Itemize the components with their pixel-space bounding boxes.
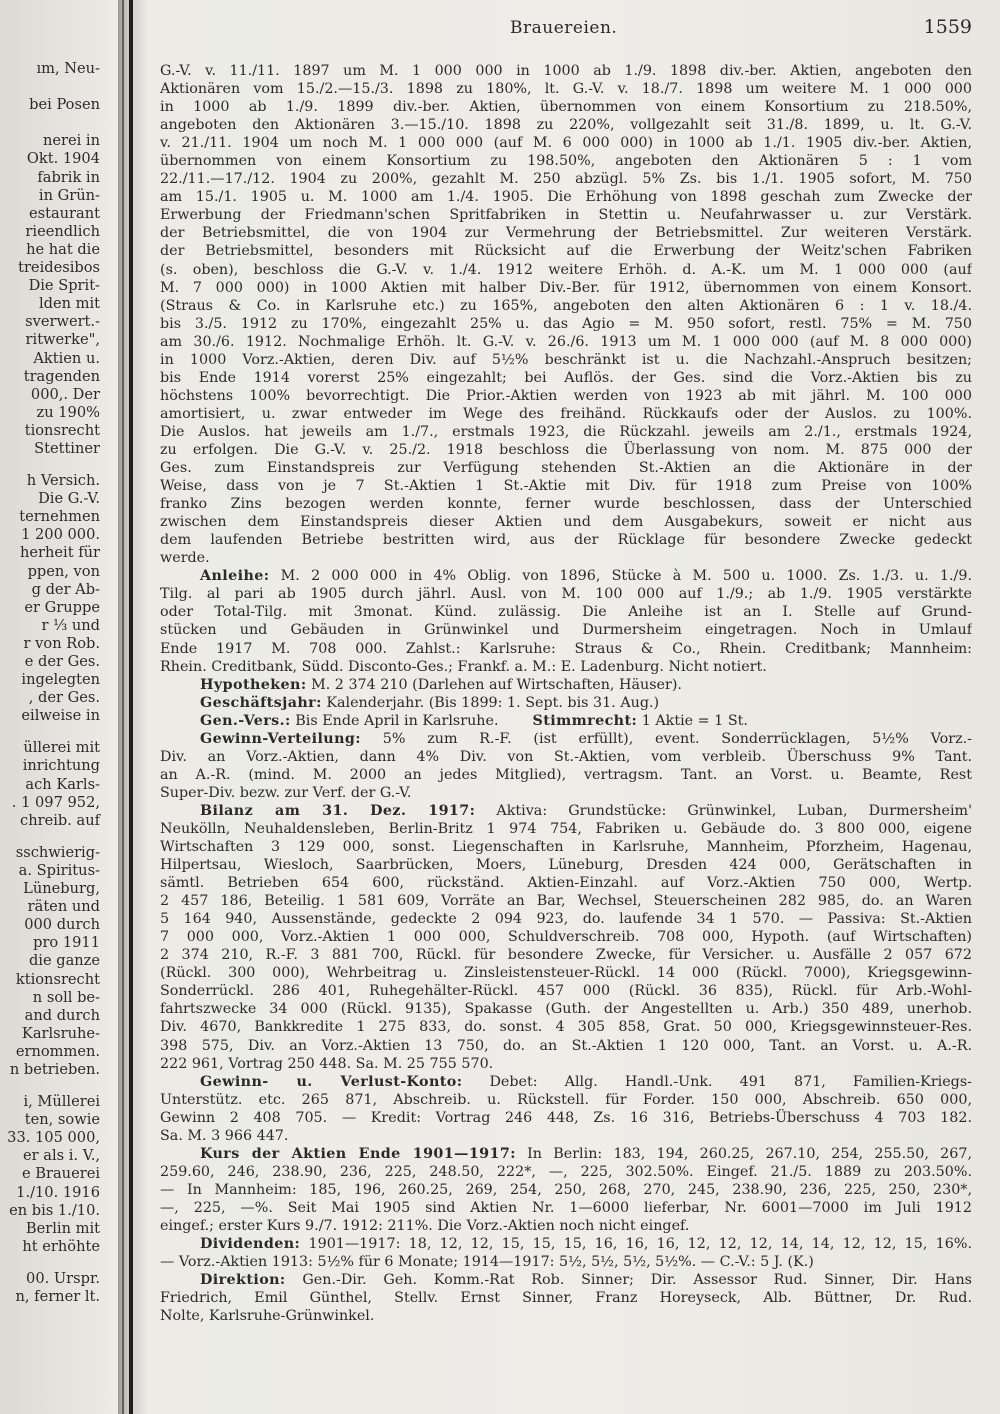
text-line: 5 164 940, Aussenstände, gedeckte 2 094 923, do. laufende 34 1 570. — Passiva: St.-Aktien xyxy=(160,911,972,928)
left-column-line: ternehmen xyxy=(19,508,100,526)
left-column-line: pro 1911 xyxy=(33,934,100,952)
left-column-line: eilweise in xyxy=(21,707,100,725)
left-column-line: g der Ab- xyxy=(31,580,100,598)
text-line: Friedrich, Emil Günthel, Stellv. Ernst Sinner, Franz Horeyseck, Alb. Büttner, Dr. Rud. xyxy=(160,1290,972,1307)
section-text: Gen.-Dir. Geh. Komm.-Rat Rob. Sinner; Dir. Assessor Rud. Sinner, Dir. Hans xyxy=(302,1272,972,1289)
text-line: v. 21./11. 1904 um noch M. 1 000 000 (auf M. 6 000 000) in 1000 ab 1./1. 1905 div.-ber. Aktien, xyxy=(160,135,972,152)
text-line: übernommen von einem Konsortium zu 198.50%, angeboten den Aktionären 5 : 1 vom xyxy=(160,153,972,170)
text-line: werde. xyxy=(160,550,210,567)
left-column-line: 33. 105 000, xyxy=(7,1129,100,1147)
left-column-line: in Grün- xyxy=(38,186,100,204)
left-column-line: 1 200 000. xyxy=(21,526,100,544)
section-text: In Berlin: 183, 194, 260.25, 267.10, 254, 255.50, 267, xyxy=(527,1145,972,1162)
left-column-line: zu 190% xyxy=(36,403,100,421)
left-column-line: inrichtung xyxy=(22,757,100,775)
left-column-line: Aktien u. xyxy=(33,349,100,367)
left-column-line: er als i. V., xyxy=(23,1147,100,1165)
left-column-line: h Versich. xyxy=(26,472,100,490)
paragraph xyxy=(160,694,972,712)
section-label: Hypotheken: xyxy=(200,676,307,693)
left-column-line: n, ferner lt. xyxy=(15,1288,100,1305)
left-column-line: r ⅓ und xyxy=(41,616,100,634)
left-column-line: Die G.-V. xyxy=(38,490,100,508)
left-column-line: ernommen. xyxy=(15,1042,100,1060)
text-line xyxy=(160,1271,972,1289)
column-divider xyxy=(129,0,133,1414)
text-line: Gewinn 2 408 705. — Kredit: Vortrag 246 448, Zs. 16 316, Betriebs-Überschuss 4 703 182. xyxy=(160,1109,972,1126)
text-line: (Rückl. 300 000), Wehrbeitrag u. Zinsleistensteuer-Rückl. 14 000 (Rückl. 7000), Kriegsgewinn- xyxy=(160,965,972,982)
text-line xyxy=(160,1145,972,1163)
section-text: Aktiva: Grundstücke: Grünwinkel, Luban, Durmersheim' xyxy=(496,802,972,819)
left-column-line: Karlsruhe- xyxy=(21,1024,100,1042)
text-line: zwischen dem Einstandspreis dieser Aktien und dem Ausgabekurs, soweit er nicht aus xyxy=(160,514,972,531)
text-line: amortisiert, u. zwar entweder im Wege des freihänd. Rückkaufs oder der Auslos. zu 100%. xyxy=(160,405,972,422)
text-line: Tilg. al pari ab 1905 durch jährl. Ausl. von M. 100 000 auf 1./9.; ab 1./9. 1905 verstärkte xyxy=(160,586,972,603)
text-line: (Straus & Co. in Karlsruhe etc.) zu 165%, angeboten den alten Aktionären 6 : 1 v. 18./4. xyxy=(160,297,972,314)
text-line: Rhein. Creditbank, Südd. Disconto-Ges.; Frankf. a. M.: E. Ladenburg. Nicht notiert. xyxy=(160,658,767,675)
left-column-line: Lüneburg, xyxy=(23,880,100,898)
text-line: Super-Div. bezw. zur Verf. der G.-V. xyxy=(160,784,412,801)
left-column-line: ppen, von xyxy=(27,562,100,580)
paragraph xyxy=(160,1073,972,1145)
left-column-line: ten, sowie xyxy=(24,1111,100,1129)
section-label: Direktion: xyxy=(200,1272,286,1289)
section-text: M. 2 374 210 (Darlehen auf Wirtschaften, Häuser). xyxy=(311,676,682,693)
text-line: G.-V. v. 11./11. 1897 um M. 1 000 000 in 1000 ab 1./9. 1898 div.-ber. Aktien, angeboten den xyxy=(160,63,972,79)
paragraph xyxy=(160,712,972,730)
paragraph xyxy=(160,1235,972,1271)
section-text: M. 2 000 000 in 4% Oblig. von 1896, Stücke à M. 500 u. 1000. Zs. 1./3. u. 1./9. xyxy=(280,568,972,585)
paragraph xyxy=(160,676,972,694)
text-line: —, 225, —%. Seit Mai 1905 sind Aktien Nr. 1—6000 lieferbar, Nr. 6001—7000 im Juli 1912 xyxy=(160,1199,972,1216)
left-column-line: Berlin mit xyxy=(25,1219,100,1237)
left-column-line: , der Ges. xyxy=(28,689,100,707)
paragraph xyxy=(160,1271,972,1325)
left-column-line: sschwierig- xyxy=(15,843,100,861)
text-line xyxy=(160,802,972,820)
text-line: oder Total-Tilg. mit 3monat. Künd. zulässig. Die Anleihe ist an I. Stelle auf Grund- xyxy=(160,604,972,621)
left-column-line xyxy=(0,78,110,96)
left-column-line: tragenden xyxy=(23,367,100,385)
text-line: in 1000 Vorz.-Aktien, deren Div. auf 5½% beschränkt ist u. die Nachzahl.-Anspruch besitzen; xyxy=(160,351,972,368)
text-line: franko Zins bezogen werden konnte, ferner wurde beschlossen, dass der Unterschied xyxy=(160,496,972,513)
text-line: eingef.; erster Kurs 9./7. 1912: 211%. Die Vorz.-Aktien noch nicht eingef. xyxy=(160,1218,690,1234)
text-line: Sonderrückl. 286 401, Ruhegehälter-Rückl. 457 000 (Rückl. 36 835), Rückl. für Arb.-Wohl- xyxy=(160,983,972,1000)
text-line xyxy=(160,1235,972,1253)
text-line: fahrtszwecke 34 000 (Rückl. 9135), Spakasse (Guth. der Angestellten u. Arb.) 350 489, unerhob. xyxy=(160,1001,972,1018)
left-column-gap xyxy=(0,725,110,739)
left-column-line: Okt. 1904 xyxy=(26,150,100,168)
text-line: Ende 1917 M. 708 000. Zahlst.: Karlsruhe: Straus & Co., Rhein. Creditbank; Mannheim: xyxy=(160,640,972,657)
text-line: der Betriebsmittel, besonders mit Rücksicht auf die Erwerbung der Weitz'schen Fabriken xyxy=(160,243,972,260)
text-line xyxy=(160,730,972,748)
left-column-line: ktionsrecht xyxy=(15,970,100,988)
left-column-line: 00. Urspr. xyxy=(26,1269,100,1287)
left-column-line: n betrieben. xyxy=(9,1060,100,1078)
text-line: zu erfolgen. Die G.-V. v. 25./2. 1918 beschloss die Überlassung von nom. M. 875 000 der xyxy=(160,441,972,458)
section-text: 1901—1917: 18, 12, 12, 15, 15, 15, 16, 16, 16, 12, 12, 12, 14, 14, 12, 12, 15, 16%. xyxy=(308,1236,972,1253)
text-line: der Betriebsmittel, die von 1904 zur Vermehrung der Betriebsmittel. Zur weiteren Verstärk. xyxy=(160,225,972,242)
paragraph xyxy=(160,802,972,1073)
section-text: Kalenderjahr. (Bis 1899: 1. Sept. bis 31. Aug.) xyxy=(326,694,660,711)
text-line: (s. oben), beschloss die G.-V. v. 1./4. 1912 weitere Erhöh. d. A.-K. um M. 1 000 000 (auf xyxy=(160,261,972,278)
text-line xyxy=(160,694,972,712)
left-column-line: en bis 1./10. xyxy=(9,1201,100,1219)
text-line: 259.60, 246, 238.90, 236, 225, 248.50, 222*, —, 225, 302.50%. Eingef. 21./5. 1889 zu 203.50%. xyxy=(160,1163,972,1180)
section-label: Gewinn- u. Verlust-Konto: xyxy=(200,1073,463,1090)
left-column-line: ım, Neu- xyxy=(36,60,100,77)
left-column-line: rieendlich xyxy=(25,222,100,240)
left-column-line: 1./10. 1916 xyxy=(16,1183,100,1201)
text-line: Div. 4670, Bankkredite 1 275 833, do. sonst. 4 305 858, Grat. 50 000, Kriegsgewinnsteuer-Res. xyxy=(160,1019,972,1036)
text-line: sämtl. Betrieben 654 600, rückständ. Aktien-Einzahl. auf Vorz.-Aktien 750 000, Wertp. xyxy=(160,875,972,892)
left-column-line: die ganze xyxy=(28,952,100,970)
left-column-line: ach Karls- xyxy=(25,775,100,793)
left-column-line: i, Müllerei xyxy=(23,1093,100,1111)
text-line: höchstens 100% bevorrechtigt. Die Prior.-Aktien werden von 1923 ab mit jährl. M. 100 000 xyxy=(160,387,972,404)
section-label: Kurs der Aktien Ende 1901—1917: xyxy=(200,1145,516,1162)
paragraph xyxy=(160,1145,972,1235)
left-column-gap xyxy=(0,1256,110,1270)
text-line xyxy=(160,676,972,694)
section-label: Geschäftsjahr: xyxy=(200,694,322,711)
left-column-gap xyxy=(0,830,110,844)
left-column-line: tionsrecht xyxy=(24,421,100,439)
text-line: — In Mannheim: 185, 196, 260.25, 269, 254, 250, 268, 270, 245, 238.90, 236, 225, 250, 230*, xyxy=(160,1181,972,1198)
left-column-line: 000,. Der xyxy=(30,385,100,403)
text-line xyxy=(160,1073,972,1091)
text-line: dem laufenden Betriebe bestritten wird, aus der Rücklage für besondere Zwecke gedeckt xyxy=(160,532,972,549)
text-line: Div. an Vorz.-Aktien, dann 4% Div. von St.-Aktien, vom verbleib. Überschuss 9% Tant. xyxy=(160,748,972,765)
text-line: Nolte, Karlsruhe-Grünwinkel. xyxy=(160,1308,375,1325)
text-line: bis 3./5. 1912 zu 170%, eingezahlt 25% u. das Agio = M. 950 sofort, restl. 75% = M. 750 xyxy=(160,315,972,332)
text-line: 2 374 210, R.-F. 3 881 700, Rückl. für besondere Zwecke, für Versicher. u. Ausfälle 2 057 672 xyxy=(160,947,972,964)
text-line: — Vorz.-Aktien 1913: 5½% für 6 Monate; 1914—1917: 5½, 5½, 5½, 5½%. — C.-V.: 5 J. (K.) xyxy=(160,1254,814,1271)
section-text: 5% zum R.-F. (ist erfüllt), event. Sonderrücklagen, 5½% Vorz.- xyxy=(382,730,972,747)
text-line xyxy=(160,712,972,730)
text-line: 22./11.—17./12. 1904 zu 200%, gezahlt M. 250 abzügl. 5% Zs. bis 1./1. 1905 sofort, M. 750 xyxy=(160,171,972,188)
left-column-line: e der Ges. xyxy=(24,653,100,670)
text-line: Hilpertsau, Wiesloch, Saarbrücken, Moers, Lüneburg, Dresden 424 000, Gerätschaften in xyxy=(160,857,972,874)
running-title: Brauereien. xyxy=(510,18,618,38)
left-column-line: üllerei mit xyxy=(23,739,100,757)
text-line: Erwerbung der Friedmann'schen Spritfabriken in Stettin u. Neufahrwasser u. zur Verstärk. xyxy=(160,207,972,224)
section-label: Gen.-Vers.: xyxy=(200,712,291,729)
left-column-line: ht erhöhte xyxy=(22,1237,100,1255)
left-column-gap xyxy=(0,458,110,472)
left-column-line: fabrik in xyxy=(37,168,100,186)
text-line: Ges. zum Einstandspreis zur Verfügung stehenden St.-Aktien an die Aktionäre in der xyxy=(160,460,972,477)
text-line: Weise, dass von je 7 St.-Aktien 1 St.-Aktie mit Div. für 1918 zum Preise von 100% xyxy=(160,478,972,495)
text-line: Die Auslos. hat jeweils am 1./7., erstmals 1923, die Rückzahl. jeweils am 2./1., erstmals 1924, xyxy=(160,423,972,440)
section-label: Stimmrecht: xyxy=(532,712,638,729)
left-column-line: a. Spiritus- xyxy=(18,861,100,879)
page-header xyxy=(160,14,972,44)
left-column-line: lden mit xyxy=(38,295,100,313)
left-column-line: er Gruppe xyxy=(24,598,100,616)
main-text-column xyxy=(160,62,972,1325)
paragraph xyxy=(160,567,972,675)
text-line: 7 000 000, Vorz.-Aktien 1 000 000, Schuldverschreib. 708 000, Hypoth. (auf Wirtschaften) xyxy=(160,929,972,946)
section-text: Bis Ende April in Karlsruhe. xyxy=(295,712,499,729)
left-column-line: herheit für xyxy=(20,544,100,562)
text-line: in 1000 ab 1./9. 1899 div.-ber. Aktien, übernommen von einem Konsortium zu 218.50%, xyxy=(160,99,972,116)
left-column-line: 000 durch xyxy=(24,916,100,934)
left-column-line: nerei in xyxy=(42,132,100,150)
left-column-line xyxy=(0,114,110,132)
text-line: Sa. M. 3 966 447. xyxy=(160,1127,289,1144)
section-label: Gewinn-Verteilung: xyxy=(200,730,361,747)
left-column-line: treidesibos xyxy=(18,259,100,277)
page-number: 1559 xyxy=(923,16,972,38)
left-column-line: Die Sprit- xyxy=(28,277,100,295)
text-line xyxy=(160,567,972,585)
left-column-line: and durch xyxy=(24,1006,100,1024)
text-line: am 30./6. 1912. Nochmalige Erhöh. lt. G.-V. v. 26./6. 1913 um M. 1 000 000 (auf M. 8 000 000) xyxy=(160,333,972,350)
left-column-clipped-text xyxy=(0,60,110,1306)
section-text: Debet: Allg. Handl.-Unk. 491 871, Familien-Kriegs- xyxy=(489,1073,972,1090)
left-column-line: n soll be- xyxy=(32,988,100,1006)
paragraph xyxy=(160,62,972,567)
left-column-line: bei Posen xyxy=(29,96,100,114)
column-divider-thin xyxy=(122,0,124,1414)
text-line: stücken und Gebäuden in Grünwinkel und Durmersheim eingetragen. Noch in Umlauf xyxy=(160,622,972,639)
text-line: M. 7 000 000) in 1000 Aktien mit halber Div.-Ber. für 1912, übernommen von einem Konsort. xyxy=(160,279,972,296)
left-column-line: he hat die xyxy=(26,240,100,258)
text-line: bis Ende 1914 vorerst 25% eingezahlt; bei Auflös. der Ges. sind die Vorz.-Aktien bis zu xyxy=(160,369,972,386)
text-line: Neukölln, Neuhaldensleben, Berlin-Britz 1 974 754, Fabriken u. Gebäude do. 3 800 000, eigene xyxy=(160,820,972,837)
left-column-line: . 1 097 952, xyxy=(11,793,100,811)
left-column-line: Stettiner xyxy=(34,439,100,457)
section-text: 1 Aktie = 1 St. xyxy=(641,712,748,729)
text-line: 2 457 186, Beteilig. 1 581 609, Vorräte an Bar, Wechsel, Steuerscheinen 282 985, do. an Waren xyxy=(160,893,972,910)
left-column-line: ingelegten xyxy=(21,671,100,689)
text-line: Unterstütz. etc. 265 871, Abschreib. u. Rückstell. für Forder. 150 000, Abschreib. 650 000, xyxy=(160,1091,972,1108)
text-line: an A.-R. (mind. M. 2000 an jedes Mitglied), vertragsm. Tant. an Vorst. u. Beamte, Rest xyxy=(160,766,972,783)
text-line: 222 961, Vortrag 250 448. Sa. M. 25 755 570. xyxy=(160,1055,494,1072)
text-line: Aktionären vom 15./2.—15./3. 1898 zu 180%, lt. G.-V. v. 18./7. 1898 um weitere M. 1 000 000 xyxy=(160,81,972,98)
left-column-line: sverwert.- xyxy=(25,313,100,331)
left-column-line: r von Rob. xyxy=(23,634,100,652)
text-line: angeboten den Aktionären 3.—15./10. 1898 zu 220%, vollgezahlt seit 31./8. 1899, u. lt. G.-V. xyxy=(160,117,972,134)
left-column-gap xyxy=(0,1079,110,1093)
left-column-line: chreib. auf xyxy=(20,811,100,829)
paragraph xyxy=(160,730,972,802)
text-line: 398 575, Div. an Vorz.-Aktien 13 750, do. an St.-Aktien 1 120 000, Tant. an Vorst. u. A.-R. xyxy=(160,1037,972,1054)
text-line: am 15./1. 1905 u. M. 1000 am 1./4. 1905. Die Erhöhung von 1898 geschah zum Zwecke der xyxy=(160,189,972,206)
section-label: Dividenden: xyxy=(200,1236,301,1253)
left-column-line: räten und xyxy=(27,898,100,916)
section-label: Anleihe: xyxy=(200,568,270,585)
left-column-line: e Brauerei xyxy=(22,1165,100,1183)
section-label: Bilanz am 31. Dez. 1917: xyxy=(200,802,476,819)
text-line: Wirtschaften 3 129 000, sonst. Liegenschaften in Karlsruhe, Mannheim, Pforzheim, Hagenau, xyxy=(160,839,972,856)
left-column-line: estaurant xyxy=(28,204,100,222)
left-column-line: ritwerke", xyxy=(25,331,100,349)
